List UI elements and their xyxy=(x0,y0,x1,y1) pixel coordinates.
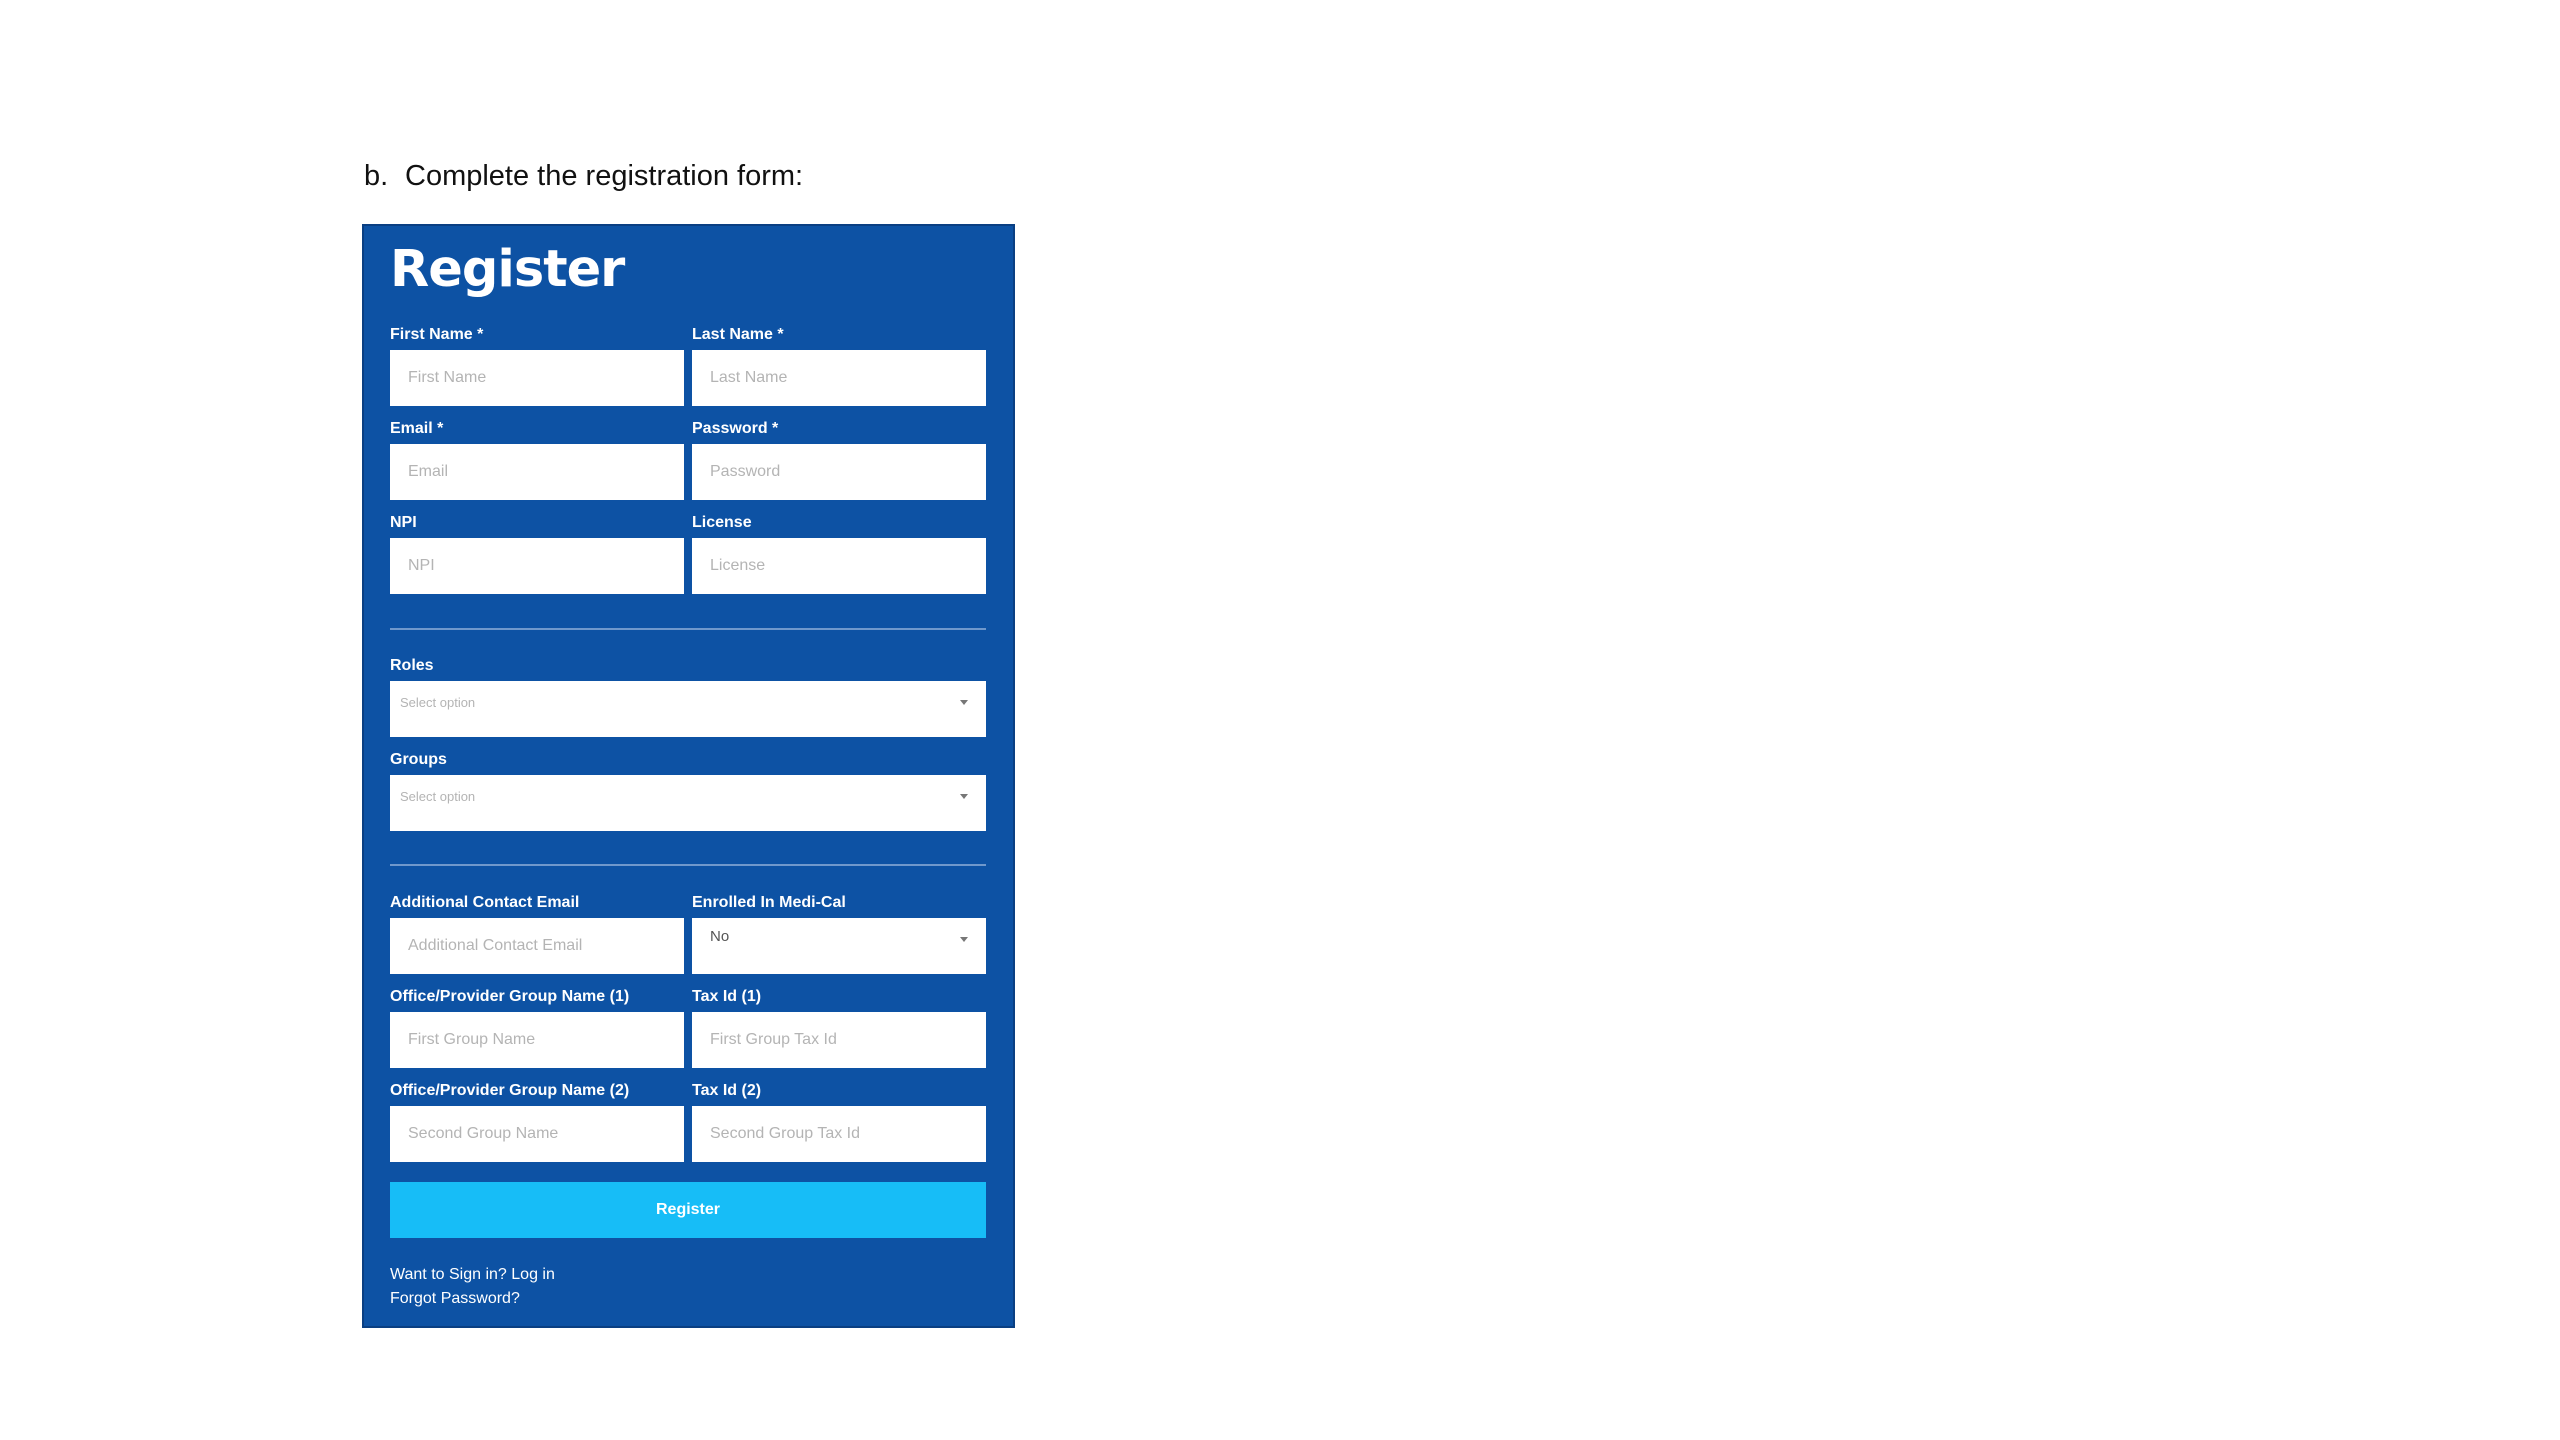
group-name-2-label: Office/Provider Group Name (2) xyxy=(390,1082,630,1099)
tax-id-2-input[interactable] xyxy=(692,1106,986,1162)
medi-cal-select[interactable] xyxy=(692,918,986,974)
tax-id-1-input[interactable] xyxy=(692,1012,986,1068)
password-label: Password * xyxy=(692,420,779,437)
instruction-marker: b. xyxy=(364,160,389,192)
section-divider-1 xyxy=(390,628,986,630)
log-in-link[interactable]: Log in xyxy=(511,1266,555,1283)
groups-select-value: Select option xyxy=(400,789,476,804)
chevron-down-icon xyxy=(960,937,968,942)
roles-select[interactable] xyxy=(390,681,986,737)
register-panel xyxy=(362,224,1015,1328)
tax-id-1-label: Tax Id (1) xyxy=(692,988,762,1005)
medi-cal-select-value: No xyxy=(710,928,730,945)
instruction-text xyxy=(364,160,803,193)
sign-in-line xyxy=(390,1266,555,1284)
npi-label: NPI xyxy=(390,514,417,531)
group-name-2-input[interactable] xyxy=(390,1106,684,1162)
instruction-body: Complete the registration form: xyxy=(405,160,804,192)
forgot-password-line xyxy=(390,1290,520,1308)
last-name-label: Last Name * xyxy=(692,326,784,343)
medi-cal-label: Enrolled In Medi-Cal xyxy=(692,894,846,911)
roles-label: Roles xyxy=(390,657,434,674)
group-name-1-input[interactable] xyxy=(390,1012,684,1068)
register-button[interactable]: Register xyxy=(390,1182,986,1238)
last-name-input[interactable] xyxy=(692,350,986,406)
forgot-password-link[interactable]: Forgot Password? xyxy=(390,1290,520,1307)
npi-input[interactable] xyxy=(390,538,684,594)
email-input[interactable] xyxy=(390,444,684,500)
additional-email-label: Additional Contact Email xyxy=(390,894,580,911)
group-name-1-label: Office/Provider Group Name (1) xyxy=(390,988,630,1005)
chevron-down-icon xyxy=(960,700,968,705)
sign-in-prompt: Want to Sign in? xyxy=(390,1266,507,1283)
groups-select[interactable] xyxy=(390,775,986,831)
first-name-label: First Name * xyxy=(390,326,484,343)
groups-label: Groups xyxy=(390,751,447,768)
license-input[interactable] xyxy=(692,538,986,594)
chevron-down-icon xyxy=(960,794,968,799)
additional-email-input[interactable] xyxy=(390,918,684,974)
page-title: Register xyxy=(390,240,625,299)
first-name-input[interactable] xyxy=(390,350,684,406)
roles-select-value: Select option xyxy=(400,695,476,710)
section-divider-2 xyxy=(390,864,986,866)
license-label: License xyxy=(692,514,752,531)
tax-id-2-label: Tax Id (2) xyxy=(692,1082,762,1099)
email-label: Email * xyxy=(390,420,444,437)
password-input[interactable] xyxy=(692,444,986,500)
